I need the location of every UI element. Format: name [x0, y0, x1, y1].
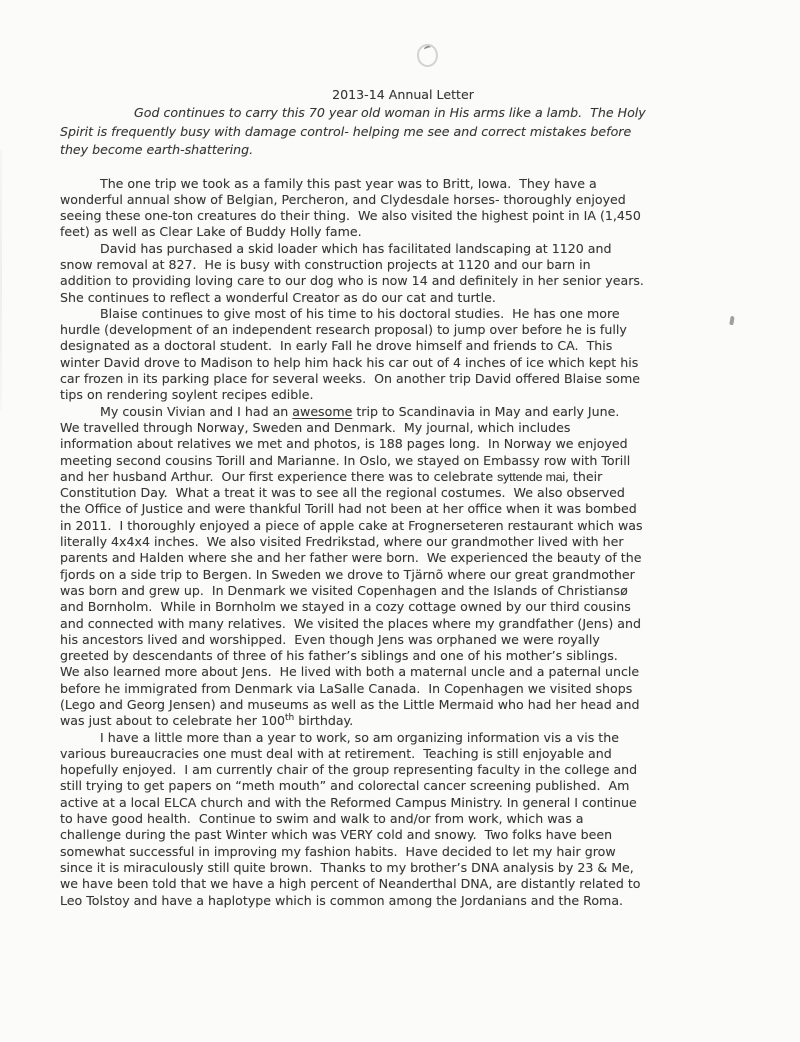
text-line: snow removal at 827. He is busy with construction projects at 1120 and our barn in — [60, 256, 591, 272]
text-line: designated as a doctoral student. In early Fall he drove himself and friends to CA. This — [60, 338, 613, 354]
letter-intro-paragraph — [60, 104, 746, 160]
text-line: David has purchased a skid loader which has facilitated landscaping at 1120 and — [100, 240, 612, 256]
text-line: Spirit is frequently busy with damage control- helping me see and correct mistakes before — [60, 123, 632, 139]
text-line: somewhat successful in improving my fashion habits. Have decided to let my hair grow — [60, 843, 616, 859]
text-line: his ancestors lived and worshipped. Even though Jens was orphaned we were royally — [60, 631, 600, 647]
text-line: challenge during the past Winter which was VERY cold and snowy. Two folks have been — [60, 827, 613, 843]
text-line: She continues to reflect a wonderful Creator as do our cat and turtle. — [60, 289, 496, 305]
text-line: tips on rendering soylent recipes edible. — [60, 387, 314, 403]
text-line: information about relatives we met and photos, is 188 pages long. In Norway we enjoyed — [60, 436, 628, 452]
text-line: before he immigrated from Denmark via LaSalle Canada. In Copenhagen we visited shops — [60, 680, 633, 696]
text-line: Blaise continues to give most of his time to his doctoral studies. He has one more — [100, 305, 620, 321]
text-line: hopefully enjoyed. I am currently chair of the group representing faculty in the college and — [60, 762, 638, 778]
text-line: car frozen in its parking place for several weeks. On another trip David offered Blaise some — [60, 371, 640, 387]
text-line: feet) as well as Clear Lake of Buddy Holly fame. — [60, 224, 362, 240]
text-line: I have a little more than a year to work, so am organizing information vis a vis the — [100, 729, 619, 745]
letter-paragraph — [60, 306, 746, 404]
text-line: greeted by descendants of three of his father’s siblings and one of his mother’s siblings. — [60, 648, 618, 664]
text-line: and connected with many relatives. We visited the places where my grandfather (Jens) and — [60, 615, 641, 631]
text-line: Leo Tolstoy and have a haplotype which is common among the Jordanians and the Roma. — [60, 892, 624, 908]
text-line: My cousin Vivian and I had an awesome trip to Scandinavia in May and early June. — [100, 403, 620, 419]
text-line: God continues to carry this 70 year old woman in His arms like a lamb. The Holy — [134, 105, 646, 120]
text-line: they become earth-shattering. — [60, 142, 254, 157]
text-line: hurdle (development of an independent research proposal) to jump over before he is fully — [60, 322, 627, 338]
text-line: and her husband Arthur. Our first experience there was to celebrate syttende mai, their — [60, 468, 603, 484]
letter-paragraph — [60, 404, 746, 730]
letter-paragraph — [60, 241, 746, 306]
text-line: fjords on a side trip to Bergen. In Sweden we drove to Tjärnõ where our great grandmother — [60, 566, 635, 582]
text-line: We also learned more about Jens. He lived with both a maternal uncle and a paternal uncle — [60, 664, 640, 680]
text-line: meeting second cousins Torill and Marianne. In Oslo, we stayed on Embassy row with Torill — [60, 452, 631, 468]
letter-title: 2013-14 Annual Letter — [332, 87, 474, 102]
letter-paragraph — [60, 730, 746, 909]
text-line: Constitution Day. What a treat it was to see all the regional costumes. We also observed — [60, 485, 625, 501]
letter-paragraph — [60, 176, 746, 241]
text-line: wonderful annual show of Belgian, Percheron, and Clydesdale horses- thoroughly enjoyed — [60, 191, 626, 207]
text-line: the Office of Justice and were thankful Torill had not been at her office when it was bombed — [60, 501, 637, 517]
text-line: to have good health. Continue to swim and walk to and/or from work, which was a — [60, 811, 584, 827]
text-line: winter David drove to Madison to help him hack his car out of 4 inches of ice which kept his — [60, 354, 639, 370]
text-line: since it is miraculously still quite brown. Thanks to my brother’s DNA analysis by 23 & Me, — [60, 859, 634, 875]
text-line: still trying to get papers on “meth mouth” and colorectal cancer screening published. Am — [60, 778, 630, 794]
text-line: we have been told that we have a high percent of Neanderthal DNA, are distantly related to — [60, 876, 641, 892]
text-line: The one trip we took as a family this past year was to Britt, Iowa. They have a — [100, 175, 597, 191]
letter-content — [60, 86, 746, 909]
text-line: active at a local ELCA church and with the Reformed Campus Ministry. In general I continue — [60, 794, 637, 810]
letter-body — [60, 176, 746, 909]
text-line: literally 4x4x4 inches. We also visited Fredrikstad, where our grandmother lived with her — [60, 534, 624, 550]
scan-edge-noise — [0, 150, 2, 410]
text-line: addition to providing loving care to our dog who is now 14 and definitely in her senior years. — [60, 273, 644, 289]
text-line: seeing these one-ton creatures do their thing. We also visited the highest point in IA (1,450 — [60, 208, 641, 224]
text-line: and Bornholm. While in Bornholm we stayed in a cozy cottage owned by our third cousins — [60, 599, 631, 615]
text-line: We travelled through Norway, Sweden and Denmark. My journal, which includes — [60, 419, 571, 435]
text-line: was just about to celebrate her 100th birthday. — [60, 713, 354, 729]
text-line: parents and Halden where she and her father were born. We experienced the beauty of the — [60, 550, 642, 566]
text-line: in 2011. I thoroughly enjoyed a piece of apple cake at Frognerseteren restaurant which was — [60, 517, 643, 533]
text-line: (Lego and Georg Jensen) and museums as well as the Little Mermaid who had her head and — [60, 697, 640, 712]
text-line: various bureaucracies one must deal with at retirement. Teaching is still enjoyable and — [60, 745, 612, 761]
text-line: was born and grew up. In Denmark we visited Copenhagen and the Islands of Christiansø — [60, 582, 628, 598]
